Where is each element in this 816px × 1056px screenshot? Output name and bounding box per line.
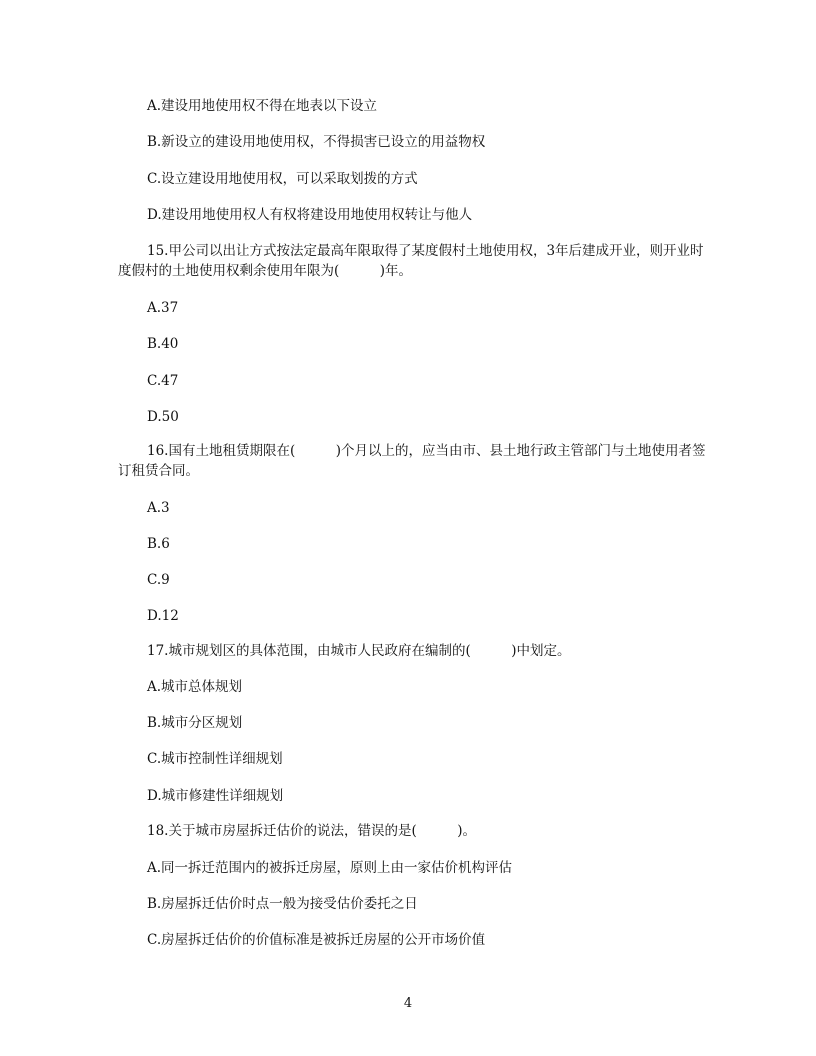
- q17-option-b: B.城市分区规划: [147, 715, 243, 731]
- q16-option-a: A.3: [147, 500, 170, 516]
- q18-option-a: A.同一拆迁范围内的被拆迁房屋，原则上由一家估价机构评估: [147, 860, 513, 876]
- q17-question: 17.城市规划区的具体范围，由城市人民政府在编制的( )中划定。: [147, 643, 571, 659]
- page-number: 4: [403, 996, 413, 1011]
- q16-option-d: D.12: [147, 608, 179, 624]
- q14-option-a: A.建设用地使用权不得在地表以下设立: [147, 98, 378, 114]
- q14-option-c: C.设立建设用地使用权，可以采取划拨的方式: [147, 171, 418, 187]
- q17-option-d: D.城市修建性详细规划: [147, 788, 284, 804]
- q15-option-c: C.47: [147, 373, 179, 389]
- q16-question: 16.国有土地租赁期限在( )个月以上的，应当由市、县土地行政主管部门与土地使用者签订租赁合同。: [118, 443, 706, 479]
- q18-option-c: C.房屋拆迁估价的价值标准是被拆迁房屋的公开市场价值: [147, 932, 486, 948]
- q16-option-c: C.9: [147, 572, 170, 588]
- q15-question: 15.甲公司以出让方式按法定最高年限取得了某度假村土地使用权，3年后建成开业，则开业时度假村的土地使用权剩余使用年限为( )年。: [118, 243, 704, 279]
- q14-option-b: B.新设立的建设用地使用权，不得损害已设立的用益物权: [147, 134, 486, 150]
- q17-option-c: C.城市控制性详细规划: [147, 751, 283, 767]
- q14-option-d: D.建设用地使用权人有权将建设用地使用权转让与他人: [147, 207, 473, 223]
- q15-option-a: A.37: [147, 300, 179, 316]
- q15-option-d: D.50: [147, 409, 179, 425]
- q17-option-a: A.城市总体规划: [147, 679, 243, 695]
- q18-option-b: B.房屋拆迁估价时点一般为接受估价委托之日: [147, 896, 418, 912]
- q16-option-b: B.6: [147, 536, 170, 552]
- q18-question: 18.关于城市房屋拆迁估价的说法，错误的是( )。: [147, 823, 477, 839]
- q15-option-b: B.40: [147, 336, 179, 352]
